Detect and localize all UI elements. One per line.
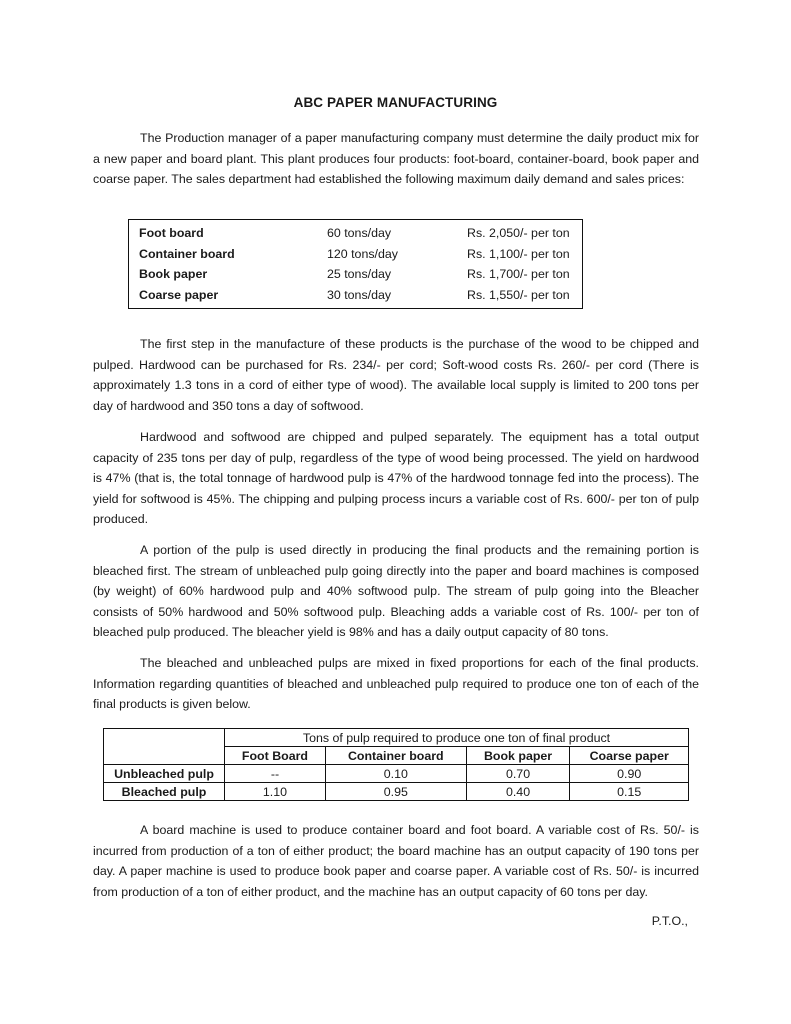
table-row bbox=[104, 729, 689, 747]
paragraph-pulping: Hardwood and softwood are chipped and pulped separately. The equipment has a total output capacity of 235 tons per day of pulp, regardless of the type of wood being processed. The yield on hardwood is 47% (that is, the total tonnage of hardwood pulp is 47% of the hardwood tonnage fed into the process). The yield for softwood is 45%. The chipping and pulping process incurs a variable cost of Rs. 600/- per ton of pulp produced. bbox=[93, 430, 699, 526]
sales-price: Rs. 1,100/- per ton bbox=[467, 246, 570, 261]
page-turn-note: P.T.O., bbox=[651, 914, 688, 928]
column-header: Container board bbox=[325, 747, 466, 765]
table-cell: 1.10 bbox=[225, 783, 326, 801]
document-title: ABC PAPER MANUFACTURING bbox=[293, 95, 498, 110]
demand-price-box bbox=[128, 219, 583, 309]
table-cell: 0.90 bbox=[570, 765, 689, 783]
table-cell: 0.15 bbox=[570, 783, 689, 801]
column-header: Book paper bbox=[466, 747, 570, 765]
sales-price: Rs. 2,050/- per ton bbox=[467, 226, 570, 241]
paragraph-machines: A board machine is used to produce container board and foot board. A variable cost of Rs. 50/- is incurred from production of a ton of either product; the board machine has an output capacity of 190 tons per day. A paper machine is used to produce book paper and coarse paper. A variable cost of Rs. 50/- is incurred from production of a ton of either product, and the machine has an output capacity of 60 tons per day. bbox=[93, 823, 699, 899]
paragraph-wood-purchase: The first step in the manufacture of these products is the purchase of the wood to be chipped and pulped. Hardwood can be purchased for Rs. 234/- per cord; Soft-wood costs Rs. 260/- per cord (There is approximately 1.3 tons in a cord of either type of wood). The available local supply is limited to 200 tons per day of hardwood and 350 tons a day of softwood. bbox=[93, 337, 699, 413]
sales-price: Rs. 1,700/- per ton bbox=[467, 267, 570, 282]
table-cell: 0.95 bbox=[325, 783, 466, 801]
max-demand: 25 tons/day bbox=[327, 267, 392, 282]
empty-corner-cell bbox=[104, 729, 225, 747]
table-cell: 0.70 bbox=[466, 765, 570, 783]
max-demand: 30 tons/day bbox=[327, 287, 392, 302]
table-cell: 0.40 bbox=[466, 783, 570, 801]
table-row bbox=[104, 783, 689, 801]
table-row bbox=[139, 244, 570, 265]
paragraph-bleaching: A portion of the pulp is used directly in producing the final products and the remaining portion is bleached first. The stream of unbleached pulp going directly into the paper and board machines is composed (by weight) of 60% hardwood pulp and 40% softwood pulp. The stream of pulp going into the Bleacher consists of 50% hardwood and 50% softwood pulp. Bleaching adds a variable cost of Rs. 100/- per ton of bleached pulp produced. The bleacher yield is 98% and has a daily output capacity of 80 tons. bbox=[93, 543, 699, 639]
table-row bbox=[139, 223, 570, 244]
table-row bbox=[104, 765, 689, 783]
demand-price-table bbox=[139, 223, 570, 305]
paragraph-mixing: The bleached and unbleached pulps are mixed in fixed proportions for each of the final products. Information regarding quantities of bleached and unbleached pulp required to produce one ton of each of the final products is given below. bbox=[93, 656, 699, 711]
paragraph-intro: The Production manager of a paper manufacturing company must determine the daily product mix for a new paper and board plant. This plant produces four products: foot-board, container-board, book paper and coarse paper. The sales department had established the following maximum daily demand and sales prices: bbox=[93, 131, 699, 186]
product-name: Foot board bbox=[139, 226, 204, 241]
table-cell: -- bbox=[225, 765, 326, 783]
product-name: Container board bbox=[139, 246, 235, 261]
pulp-requirements-table bbox=[103, 728, 689, 801]
sales-price: Rs. 1,550/- per ton bbox=[467, 287, 570, 302]
column-header: Foot Board bbox=[225, 747, 326, 765]
product-name: Book paper bbox=[139, 267, 208, 282]
empty-corner-cell bbox=[104, 747, 225, 765]
product-name: Coarse paper bbox=[139, 287, 219, 302]
row-header: Unbleached pulp bbox=[104, 765, 225, 783]
table-row bbox=[139, 264, 570, 285]
table-row bbox=[104, 747, 689, 765]
column-header: Coarse paper bbox=[570, 747, 689, 765]
row-header: Bleached pulp bbox=[104, 783, 225, 801]
table-caption: Tons of pulp required to produce one ton of final product bbox=[225, 729, 689, 747]
table-cell: 0.10 bbox=[325, 765, 466, 783]
table-row bbox=[139, 285, 570, 306]
max-demand: 60 tons/day bbox=[327, 226, 392, 241]
max-demand: 120 tons/day bbox=[327, 246, 398, 261]
